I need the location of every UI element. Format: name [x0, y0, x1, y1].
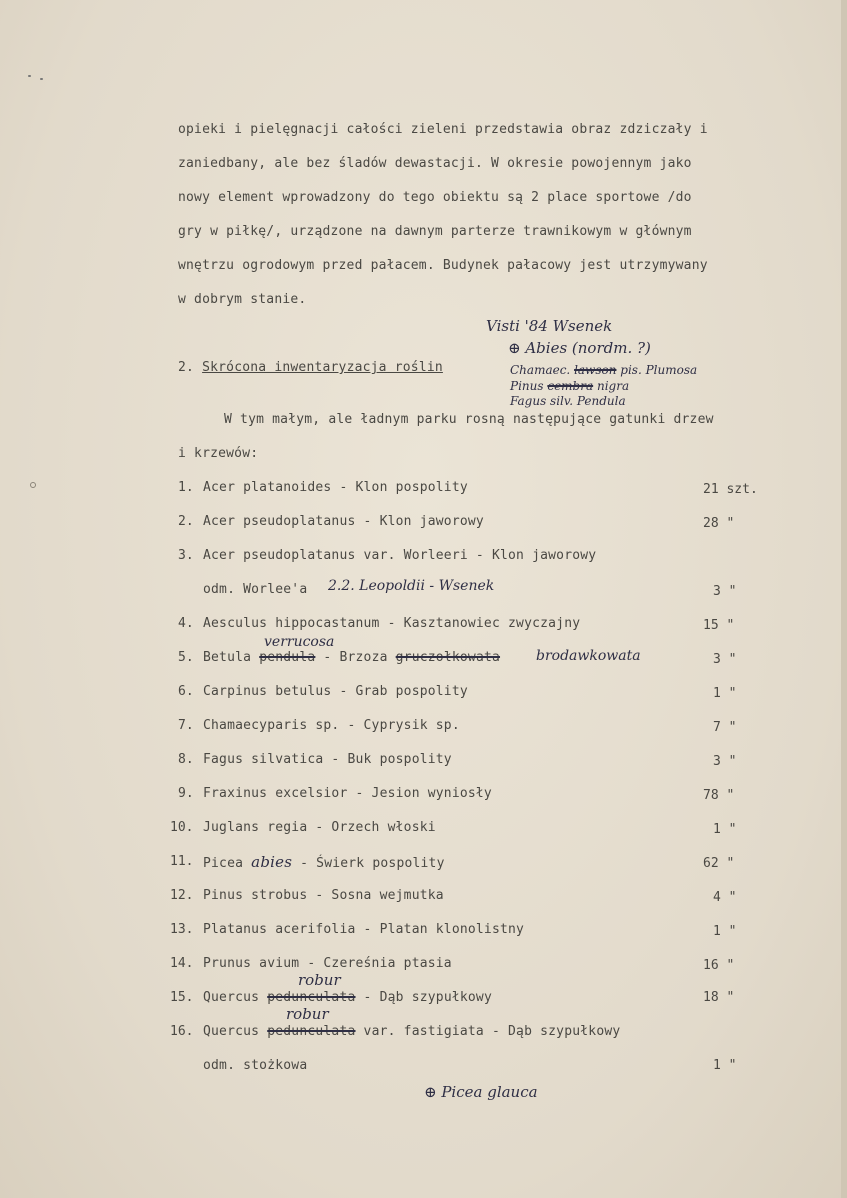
species-name: Acer platanoides - Klon pospolity: [203, 480, 468, 495]
species-name: Carpinus betulus - Grab pospolity: [203, 684, 468, 699]
species-name: [203, 854, 445, 872]
species-correction-after: brodawkowata: [536, 648, 641, 664]
species-number: 12.: [170, 888, 194, 903]
species-count: 16 ": [703, 958, 735, 973]
species-text: - Brzoza: [323, 650, 388, 665]
species-number: 5.: [178, 650, 194, 665]
species-count: 3 ": [713, 584, 737, 599]
species-correction-above: robur: [298, 971, 341, 989]
species-name: Pinus strobus - Sosna wejmutka: [203, 888, 444, 903]
species-number: 13.: [170, 922, 194, 937]
species-number: 7.: [178, 718, 194, 733]
species-name: [203, 1024, 620, 1040]
speck: [40, 78, 43, 80]
speck: [28, 75, 31, 77]
species-text: - Świerk pospolity: [300, 856, 445, 871]
note-text: Pinus: [510, 379, 544, 393]
species-number: 1.: [178, 480, 194, 495]
species-number: 4.: [178, 616, 194, 631]
intro-line: i krzewów:: [178, 446, 259, 461]
paragraph-line: opieki i pielęgnacji całości zieleni przedstawia obraz zdziczały i: [178, 122, 708, 137]
species-name-line2: odm. stożkowa: [203, 1058, 308, 1073]
species-name-line2: odm. Worlee'a: [203, 582, 308, 597]
punch-mark: [30, 482, 36, 488]
species-handwritten-insert: abies: [251, 853, 293, 871]
margin-note-pinus: [510, 378, 629, 394]
species-count: 18 ": [703, 990, 735, 1005]
paragraph-line: nowy element wprowadzony do tego obiektu są 2 place sportowe /do: [178, 190, 692, 205]
species-text: Quercus: [203, 990, 260, 1005]
species-number: 10.: [170, 820, 194, 835]
species-count: 1 ": [713, 1058, 737, 1073]
species-correction-above: verrucosa: [264, 634, 335, 650]
paragraph-line: gry w piłkę/, urządzone na dawnym parterze trawnikowym w głównym: [178, 224, 692, 239]
species-count: 1 ": [713, 924, 737, 939]
note-text: pis. Plumosa: [620, 363, 698, 377]
section-title: Skrócona inwentaryzacja roślin: [202, 360, 443, 375]
species-name: Fagus silvatica - Buk pospolity: [203, 752, 452, 767]
species-count: 15 ": [703, 618, 735, 633]
species-text: var. fastigiata - Dąb szypułkowy: [363, 1024, 621, 1039]
species-name: Juglans regia - Orzech włoski: [203, 820, 436, 835]
margin-note-chamaec: [510, 362, 697, 378]
species-name: Chamaecyparis sp. - Cyprysik sp.: [203, 718, 460, 733]
intro-line: W tym małym, ale ładnym parku rosną następujące gatunki drzew: [224, 412, 714, 427]
species-handwritten-note: 2.2. Leopoldii - Wsenek: [328, 578, 495, 594]
species-struck-text: pedunculata: [267, 1024, 356, 1039]
species-name: [203, 990, 492, 1006]
species-count: 28 ": [703, 516, 735, 531]
species-number: 15.: [170, 990, 194, 1005]
paragraph-line: wnętrzu ogrodowym przed pałacem. Budynek pałacowy jest utrzymywany: [178, 258, 708, 273]
species-name: Prunus avium - Czereśnia ptasia: [203, 956, 452, 971]
species-text: Quercus: [203, 1024, 260, 1039]
footer-handwritten-note: ⊕ Picea glauca: [424, 1083, 538, 1101]
species-count: 1 ": [713, 822, 737, 837]
species-number: 3.: [178, 548, 194, 563]
paragraph-line: zaniedbany, ale bez śladów dewastacji. W okresie powojennym jako: [178, 156, 692, 171]
species-struck-text: pendula: [259, 650, 316, 665]
species-correction-above: robur: [286, 1005, 329, 1023]
species-name: Acer pseudoplatanus - Klon jaworowy: [203, 514, 484, 529]
species-count: 7 ": [713, 720, 737, 735]
species-number: 14.: [170, 956, 194, 971]
species-number: 8.: [178, 752, 194, 767]
species-count: 3 ": [713, 754, 737, 769]
species-text: Betula: [203, 650, 252, 665]
page-edge: [841, 0, 847, 1198]
species-name: Aesculus hippocastanum - Kasztanowiec zwyczajny: [203, 616, 581, 631]
paragraph-line: w dobrym stanie.: [178, 292, 307, 307]
margin-note-visit: Visti '84 Wsenek: [486, 317, 613, 335]
species-count: 78 ": [703, 788, 735, 803]
margin-note-abies: ⊕ Abies (nordm. ?): [508, 339, 651, 357]
note-text: Chamaec.: [510, 363, 571, 377]
species-count: 62 ": [703, 856, 735, 871]
species-number: 6.: [178, 684, 194, 699]
species-count: 4 ": [713, 890, 737, 905]
species-count: 3 ": [713, 652, 737, 667]
species-name: Platanus acerifolia - Platan klonolistny: [203, 922, 525, 937]
species-number: 16.: [170, 1024, 194, 1039]
species-number: 2.: [178, 514, 194, 529]
note-struck-text: lawson: [574, 363, 617, 377]
species-number: 11.: [170, 854, 194, 869]
species-struck-text: pedunculata: [267, 990, 356, 1005]
note-struck-text: cembra: [547, 379, 594, 393]
species-count: 21 szt.: [703, 482, 758, 497]
species-text: Picea: [203, 856, 244, 871]
species-text: - Dąb szypułkowy: [363, 990, 492, 1005]
species-count: 1 ": [713, 686, 737, 701]
species-name: Fraxinus excelsior - Jesion wyniosły: [203, 786, 492, 801]
margin-note-fagus: Fagus silv. Pendula: [510, 394, 626, 408]
species-name: [203, 650, 500, 666]
section-number: 2.: [178, 360, 195, 375]
note-text: nigra: [596, 379, 630, 393]
species-struck-text: gruczołkowata: [395, 650, 501, 665]
species-number: 9.: [178, 786, 194, 801]
species-name: Acer pseudoplatanus var. Worleeri - Klon jaworowy: [203, 548, 597, 563]
section-heading: [178, 360, 443, 376]
